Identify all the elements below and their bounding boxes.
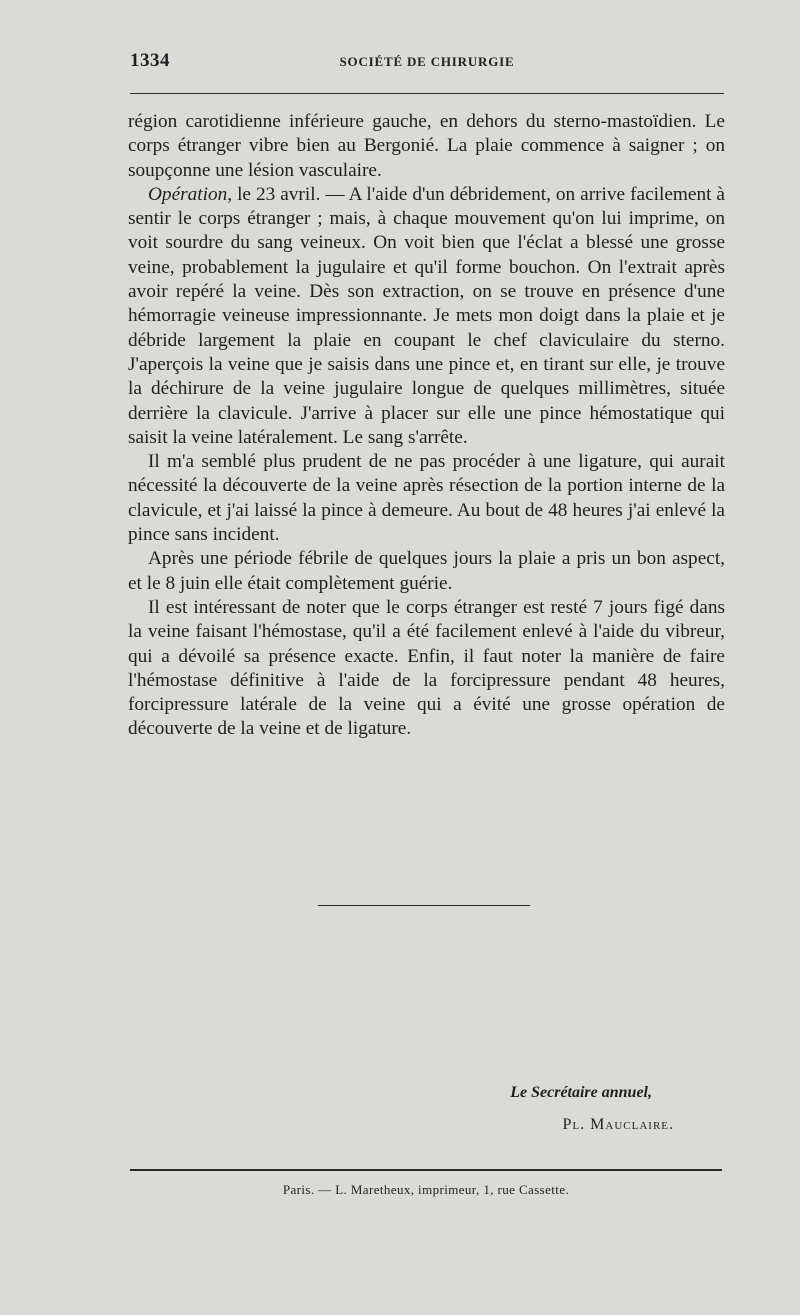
secretary-title: Le Secrétaire annuel, (510, 1084, 652, 1101)
page-number: 1334 (130, 50, 170, 71)
paragraph-2-text: , le 23 avril. — A l'aide d'un débridement, on arrive facilement à sentir le corps étranger ; mais, à chaque mouvement qu'on lui imprime, on voit sourdre du sang veineux. On voit bien que l'éclat a blessé une grosse veine, probablement la jugulaire et qu'il forme bouchon. On l'extrait après avoir repéré la veine. Dès son extraction, on se trouve en présence d'une hémorragie veineuse impressionnante. Je mets mon doigt dans la plaie et je débride largement la plaie en coupant le chef claviculaire du sterno. J'aperçois la veine que je saisis dans une pince et, en tirant sur elle, je trouve la déchirure de la veine jugulaire longue de quelques millimètres, située derrière la clavicule. J'arrive à placer sur elle une pince hémostatique qui saisit la veine latéralement. Le sang s'arrête. (128, 183, 725, 448)
paragraph-1: région carotidienne inférieure gauche, en dehors du sterno-mastoïdien. Le corps étranger vibre bien au Bergonié. La plaie commence à saigner ; on soupçonne une lésion vasculaire. (128, 111, 725, 181)
running-title: SOCIÉTÉ DE CHIRURGIE (339, 54, 515, 69)
secretary-name: Pl. Mauclaire. (562, 1116, 674, 1133)
section-end-rule (318, 905, 530, 906)
signature-block (510, 1082, 674, 1134)
paragraph-3: Il m'a semblé plus prudent de ne pas procéder à une ligature, qui aurait nécessité la découverte de la veine après résection de la portion interne de la clavicule, et j'ai laissé la pince à demeure. Au bout de 48 heures j'ai enlevé la pince sans incident. (128, 451, 725, 546)
footer-rule (130, 1169, 722, 1171)
paragraph-2 (128, 183, 725, 450)
body-text (128, 110, 725, 742)
page-header (130, 50, 724, 80)
paragraph-5: Il est intéressant de noter que le corps étranger est resté 7 jours figé dans la veine faisant l'hémostase, qu'il a été facilement enlevé à l'aide du vibreur, qui a dévoilé sa présence exacte. Enfin, il faut noter la manière de faire l'hémostase définitive à l'aide de la forcipressure pendant 48 heures, forcipressure latérale de la veine qui a évité une grosse opération de découverte de la veine et de ligature. (128, 596, 725, 740)
operation-label: Opération (148, 183, 228, 205)
header-rule (130, 93, 724, 94)
paragraph-4: Après une période fébrile de quelques jours la plaie a pris un bon aspect, et le 8 juin elle était complètement guérie. (128, 548, 725, 594)
printer-imprint: Paris. — L. Maretheux, imprimeur, 1, rue Cassette. (282, 1182, 570, 1197)
